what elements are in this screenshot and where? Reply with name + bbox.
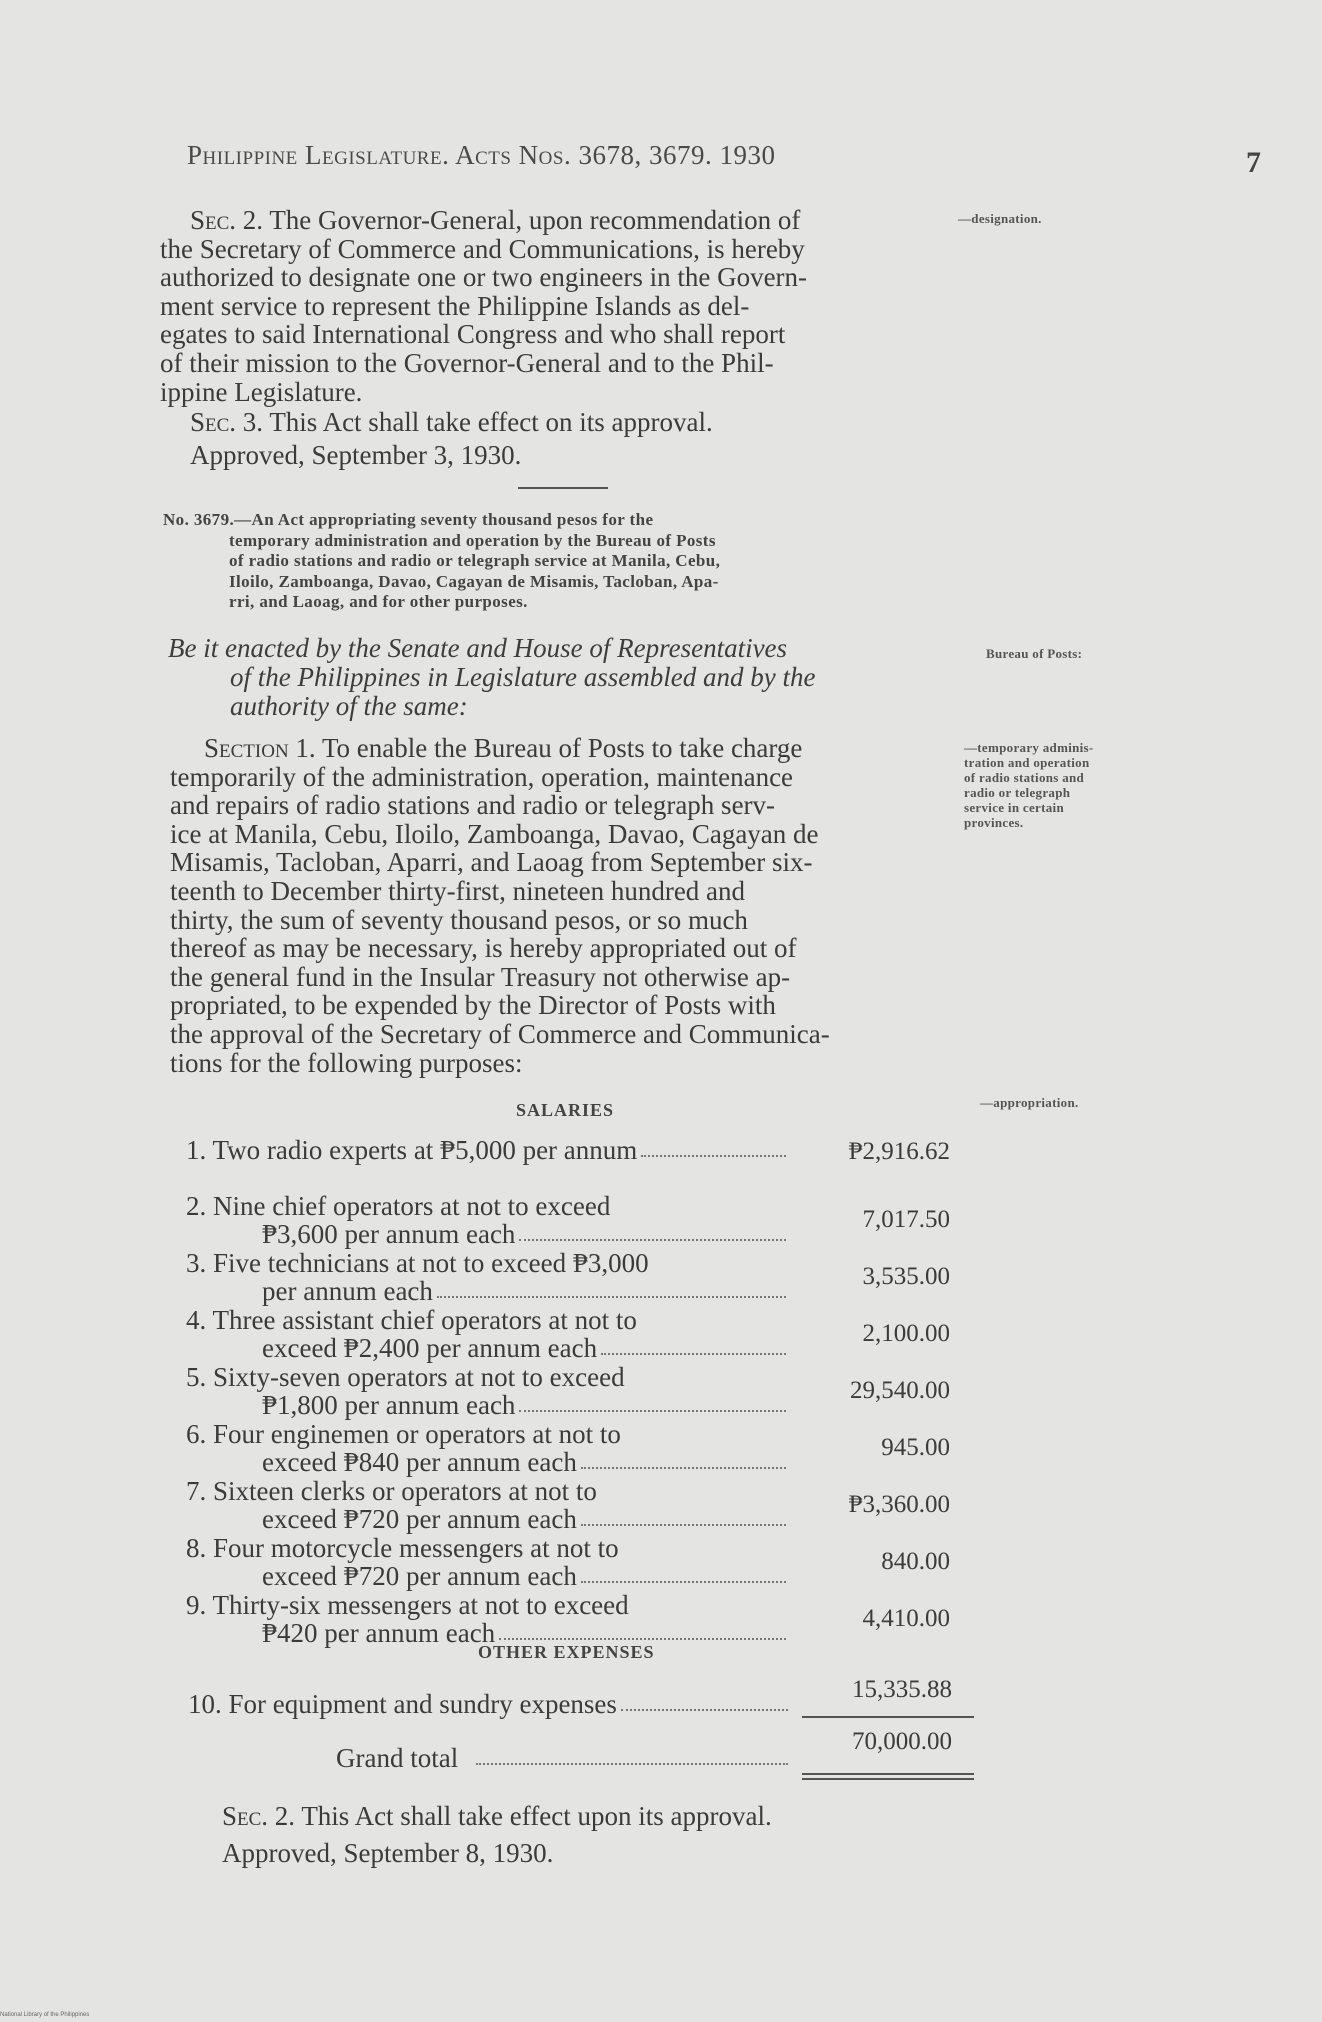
salary-amount: 4,410.00 xyxy=(862,1605,950,1632)
margin-note-temporary: —temporary adminis- tration and operation of radio stations and radio or telegraph service in certain provinces. xyxy=(964,740,1094,830)
sec2-line: of their mission to the Governor-General and to the Phil- xyxy=(160,347,774,378)
equipment-amount: 15,335.88 xyxy=(852,1676,952,1703)
salary-row: 9. Thirty-six messengers at not to exceed ₱420 per annum each 4,410.00 xyxy=(186,1590,950,1648)
equipment-row: 10. For equipment and sundry expenses 15,335.88 xyxy=(188,1676,952,1719)
grand-total-double-rule xyxy=(802,1773,974,1780)
page-number: 7 xyxy=(1246,146,1261,179)
salary-row: 3. Five technicians at not to exceed ₱3,000 per annum each 3,535.00 xyxy=(186,1248,950,1306)
other-expenses-heading: OTHER EXPENSES xyxy=(478,1642,655,1662)
enacting-clause: Be it enacted by the Senate and House of Representatives of the Philippines in Legislature assembled and by the authority of the same: xyxy=(168,633,816,721)
salary-row: 2. Nine chief operators at not to exceed ₱3,600 per annum each 7,017.50 xyxy=(186,1191,950,1249)
sec2-label: Sec. 2. xyxy=(222,1801,296,1831)
salary-amount: 3,535.00 xyxy=(862,1263,950,1290)
grand-total-amount: 70,000.00 xyxy=(852,1728,952,1755)
section-divider xyxy=(518,487,608,489)
salary-items xyxy=(186,1136,986,1648)
section1-label: Section 1. xyxy=(204,733,316,763)
salary-row: 6. Four enginemen or operators at not to exceed ₱840 per annum each 945.00 xyxy=(186,1419,950,1477)
approved-date: Approved, September 8, 1930. xyxy=(222,1837,554,1868)
grand-total-label: Grand total xyxy=(336,1743,459,1773)
salary-row: 8. Four motorcycle messengers at not to exceed ₱720 per annum each 840.00 xyxy=(186,1533,950,1591)
sec2-line: authorized to designate one or two engineers in the Govern- xyxy=(160,262,808,293)
salary-row: 4. Three assistant chief operators at not to exceed ₱2,400 per annum each 2,100.00 xyxy=(186,1305,950,1363)
salary-amount: 29,540.00 xyxy=(850,1377,950,1404)
salary-amount: ₱3,360.00 xyxy=(848,1491,950,1518)
act3678-sec2 xyxy=(160,206,952,469)
act-number: No. 3679. xyxy=(163,510,235,529)
act3679-sec2: Sec. 2. This Act shall take effect upon its approval. Approved, September 8, 1930. xyxy=(222,1802,962,1867)
salary-amount: ₱2,916.62 xyxy=(848,1138,950,1165)
salary-amount: 2,100.00 xyxy=(862,1320,950,1347)
salary-row: 5. Sixty-seven operators at not to exceed ₱1,800 per annum each 29,540.00 xyxy=(186,1362,950,1420)
grand-total-row xyxy=(336,1728,988,1772)
salary-amount: 7,017.50 xyxy=(862,1206,950,1233)
sec2-line: ment service to represent the Philippine Islands as del- xyxy=(160,290,750,321)
footer-credit: National Library of the Philippines xyxy=(0,2012,90,2018)
sec2-line: The Governor-General, upon recommendation of xyxy=(269,205,801,235)
salary-amount: 840.00 xyxy=(881,1548,950,1575)
act3679-section1: Section 1. To enable the Bureau of Posts to take charge temporarily of the administration, operation, maintenance and repairs of radio stations and radio or telegraph serv- ice at Manila, Cebu, Iloilo, Zamboanga, Davao, Cagayan de Misamis, Tacloban, Aparri, and Laoag from September six- teenth to December thirty-first, nineteen hundred and thirty, the sum of seventy thousand pesos, or so much thereof as may be necessary, is hereby appropriated out of the general fund in the Insular Treasury not otherwise ap- propriated, to be expended by the Director of Posts with the approval of the Secretary of Commerce and Communica- tions for the following purposes: xyxy=(170,733,830,1078)
sec2-line: the Secretary of Commerce and Communications, is hereby xyxy=(160,233,805,264)
margin-note-appropriation: —appropriation. xyxy=(980,1095,1079,1110)
salary-row: 7. Sixteen clerks or operators at not to exceed ₱720 per annum each ₱3,360.00 xyxy=(186,1476,950,1534)
sec2-line: ippine Legislature. xyxy=(160,376,363,407)
salary-row: 1. Two radio experts at ₱5,000 per annum ₱2,916.62 xyxy=(186,1135,950,1165)
total-rule xyxy=(802,1716,974,1718)
sec2-line: egates to said International Congress and who shall report xyxy=(160,319,786,350)
sec3-text: This Act shall take effect on its approval. xyxy=(269,407,713,438)
act3679-summary: No. 3679.—An Act appropriating seventy thousand pesos for the temporary administration and operation by the Bureau of Posts of radio stations and radio or telegraph service at Manila, Cebu, Iloilo, Zamboanga, Davao, Cagayan de Misamis, Tacloban, Apa- rri, and Laoag, and for other purposes. xyxy=(163,510,721,611)
salary-amount: 945.00 xyxy=(881,1434,950,1461)
approved-date: Approved, September 3, 1930. xyxy=(190,439,522,470)
salaries-heading: SALARIES xyxy=(516,1100,615,1120)
margin-note-bureau: Bureau of Posts: xyxy=(986,646,1083,661)
sec3-label: Sec. 3. xyxy=(190,407,264,438)
sec2-label: Sec. 2. xyxy=(190,205,264,235)
running-header: Philippine Legislature. Acts Nos. 3678, 3679. 1930 xyxy=(187,140,776,170)
margin-note-designation: —designation. xyxy=(958,211,1042,226)
